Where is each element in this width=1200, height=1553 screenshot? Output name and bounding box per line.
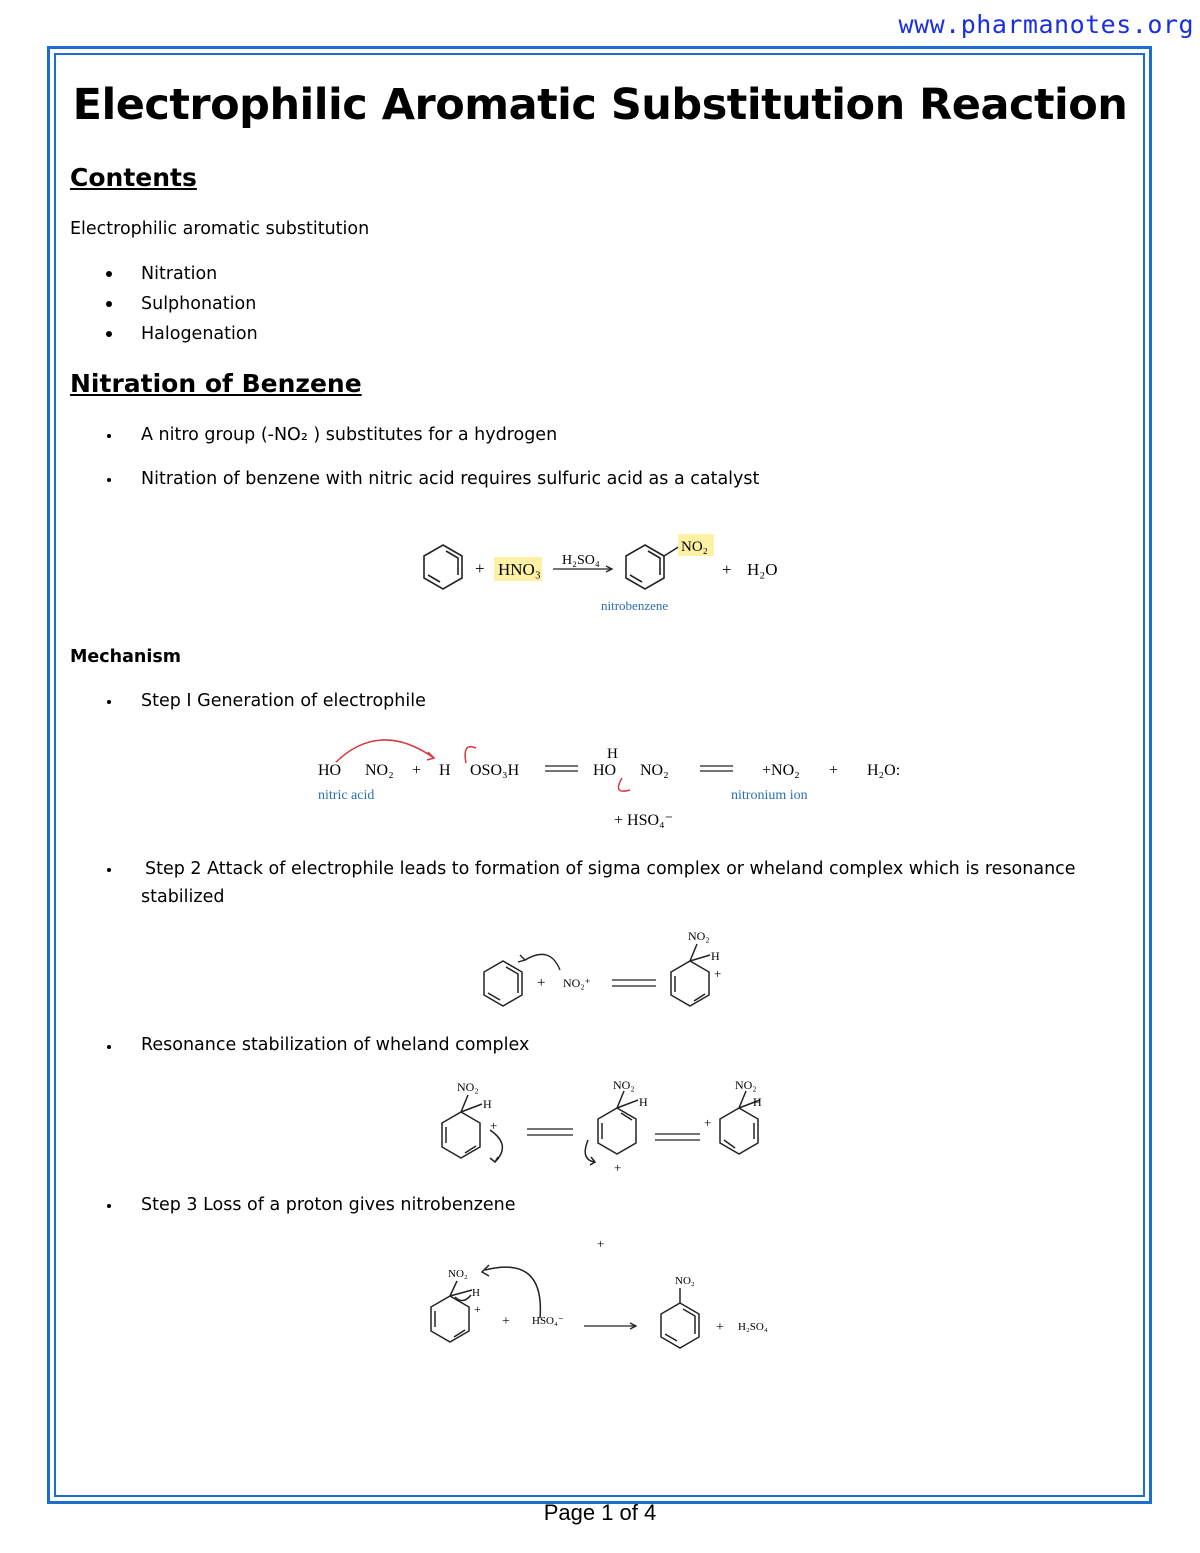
ho-group: HO: [593, 762, 617, 779]
hydrogen-h: H: [472, 1287, 480, 1299]
no2-group: NO₂: [688, 929, 710, 943]
step2-text: Step 2 Attack of electrophile leads to formation of sigma complex or wheland complex which is resonance: [145, 859, 1076, 879]
plus-sign: +: [502, 1314, 510, 1329]
hydrogen-h: H: [711, 949, 720, 963]
step3-text: Step 3 Loss of a proton gives nitrobenzene: [141, 1195, 516, 1215]
nitration-heading: Nitration of Benzene: [70, 369, 362, 398]
contents-heading: Contents: [70, 163, 197, 192]
hydrogen-h: H: [639, 1095, 648, 1109]
plus-sign: +: [475, 559, 485, 578]
nitrobenzene-label: nitrobenzene: [601, 598, 669, 613]
no2-group: NO₂: [735, 1078, 757, 1092]
oso3h-group: OSO₃H: [470, 762, 520, 779]
catalyst-label: H₂SO₄: [562, 553, 600, 568]
watermark-url[interactable]: www.pharmanotes.org: [898, 10, 1194, 39]
nitronium-ion: NO₂⁺: [563, 976, 591, 990]
charge-plus: +: [614, 1160, 622, 1175]
protonated-h: H: [607, 746, 618, 762]
page-title: Electrophilic Aromatic Substitution Reaction: [72, 80, 1128, 130]
no2-group: NO₂: [675, 1275, 695, 1287]
step1-text: Step I Generation of electrophile: [141, 691, 426, 711]
step2-text-cont: stabilized: [141, 887, 225, 907]
plus-sign: +: [537, 975, 546, 991]
sulfuric-acid: H₂SO₄: [738, 1321, 768, 1333]
mechanism-heading: Mechanism: [70, 647, 182, 667]
list-item: Sulphonation: [141, 294, 257, 314]
charge-plus: +: [490, 1118, 498, 1133]
no2-group: NO₂: [365, 762, 394, 779]
bisulfate-ion: HSO₄⁻: [532, 1315, 564, 1327]
nitration-bullet-2: Nitration of benzene with nitric acid requires sulfuric acid as a catalyst: [141, 469, 760, 489]
no2-group: NO₂: [448, 1268, 468, 1280]
nitronium-ion: +NO₂: [762, 762, 800, 779]
resonance-text: Resonance stabilization of wheland complex: [141, 1035, 530, 1055]
list-item: Halogenation: [141, 324, 258, 344]
plus-sign: +: [722, 560, 732, 579]
water-molecule: H₂O:: [867, 762, 901, 779]
contents-intro: Electrophilic aromatic substitution: [70, 219, 370, 239]
plus-sign: +: [829, 762, 839, 779]
ho-group: HO: [318, 762, 342, 779]
nitric-acid-label: nitric acid: [318, 788, 375, 803]
charge-plus: +: [704, 1115, 712, 1130]
list-item: Nitration: [141, 264, 218, 284]
nitration-bullet-1: A nitro group (-NO₂ ) substitutes for a hydrogen: [141, 425, 558, 445]
byproduct-h2o: H₂O: [747, 560, 778, 579]
bisulfate-ion: + HSO₄⁻: [614, 812, 674, 829]
reagent-hno3: HNO₃: [498, 560, 541, 579]
hydrogen-h: H: [439, 762, 451, 779]
no2-group: NO₂: [457, 1080, 479, 1094]
charge-plus: +: [714, 966, 722, 981]
hydrogen-h: H: [483, 1097, 492, 1111]
product-no2: NO₂: [681, 539, 708, 555]
charge-plus: +: [474, 1302, 481, 1316]
plus-sign: +: [716, 1320, 724, 1335]
plus-sign: +: [412, 762, 422, 779]
charge-plus: +: [597, 1236, 605, 1251]
nitronium-ion-label: nitronium ion: [731, 788, 808, 803]
hydrogen-h: H: [753, 1095, 762, 1109]
page-number: Page 1 of 4: [543, 1500, 657, 1525]
no2-group: NO₂: [640, 762, 669, 779]
nitrobenzene-ring-icon: [661, 1288, 699, 1348]
no2-group: NO₂: [613, 1078, 635, 1092]
